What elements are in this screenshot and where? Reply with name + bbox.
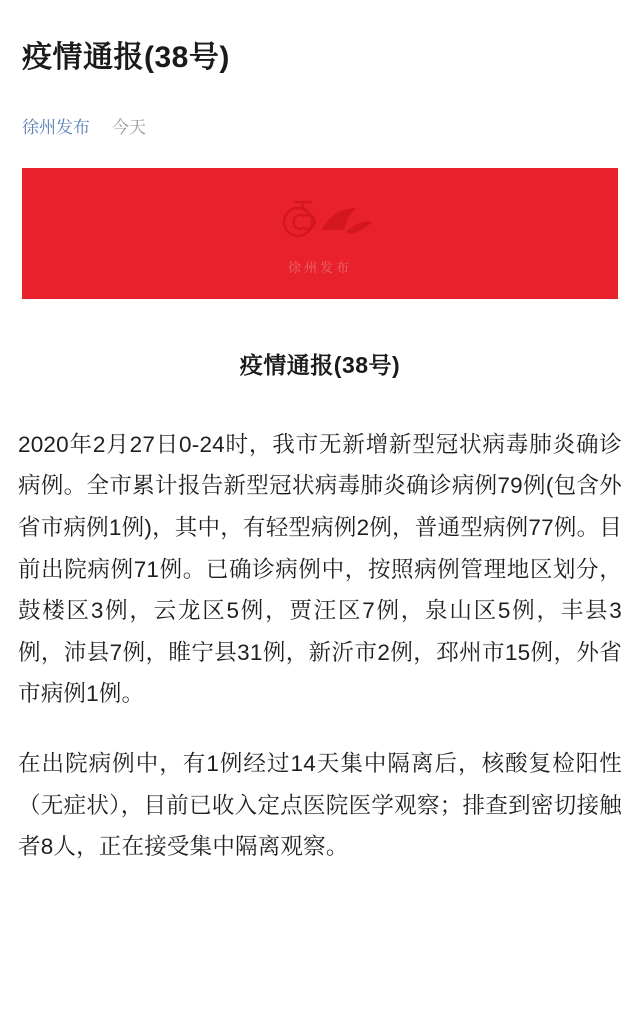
banner-subtitle: 徐州发布 (287, 260, 352, 276)
document-heading: 疫情通报(38号) (239, 351, 401, 378)
banner-logo (22, 190, 618, 276)
publisher-banner (22, 168, 618, 299)
paragraph: 在出院病例中，有1例经过14天集中隔离后，核酸复检阳性（无症状），目前已收入定点医院医学观察；排查到密切接触者8人，正在接受集中隔离观察。 (18, 751, 622, 860)
paragraph: 2020年2月27日0-24时，我市无新增新型冠状病毒肺炎确诊病例。全市累计报告新型冠状病毒肺炎确诊病例79例(包含外省市病例1例)，其中，有轻型病例2例，普通型病例77例。目前出院病例71例。已确诊病例中，按照病例管理地区划分，鼓楼区3例，云龙区5例，贾汪区7例，泉山区5例，丰县3例，沛县7例，睢宁县31例，新沂市2例，邳州市15例，外省市病例1例。 (18, 431, 622, 707)
article-timestamp: 今天 (112, 117, 146, 137)
document-body (0, 424, 640, 868)
page-title: 疫情通报(38号) (22, 41, 230, 75)
banner-logo-icon (250, 190, 390, 250)
article-source-link[interactable]: 徐州发布 (22, 117, 90, 137)
article-meta (0, 99, 640, 138)
article-page (0, 20, 640, 1019)
